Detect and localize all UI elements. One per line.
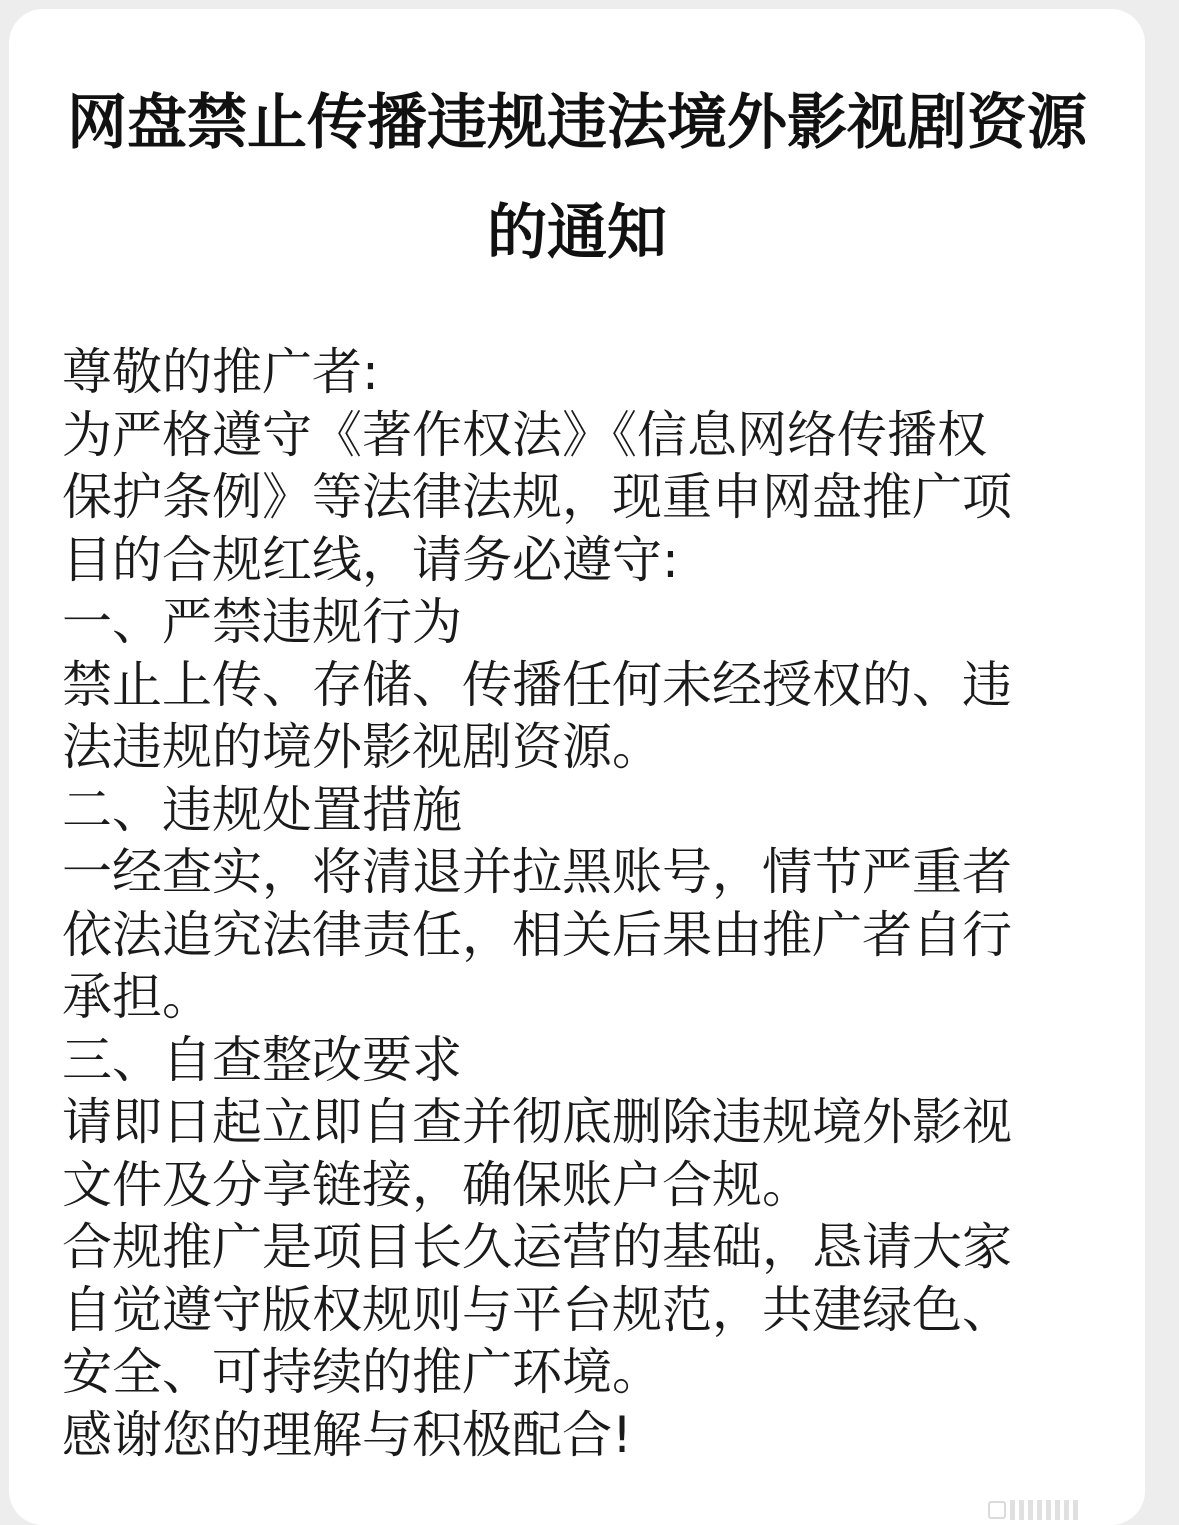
- section-1-text-line-1: 禁止上传、存储、传播任何未经授权的、违: [62, 655, 1012, 714]
- watermark-icon: [988, 1497, 1173, 1523]
- intro-line-3: 目的合规红线，请务必遵守:: [62, 530, 679, 589]
- section-1-heading: 一、严禁违规行为: [62, 593, 462, 651]
- section-3-text-line-2: 文件及分享链接，确保账户合规。: [62, 1155, 812, 1214]
- closing-line-1: 合规推广是项目长久运营的基础，恳请大家: [62, 1218, 1012, 1276]
- greeting: 尊敬的推广者:: [62, 343, 379, 401]
- section-2-text-line-2: 依法追究法律责任，相关后果由推广者自行: [62, 905, 1012, 964]
- section-2-text-line-1: 一经查实，将清退并拉黑账号，情节严重者: [62, 843, 1012, 901]
- section-1-text-line-2: 法违规的境外影视剧资源。: [62, 718, 662, 776]
- thanks-line: 感谢您的理解与积极配合!: [62, 1405, 633, 1464]
- notice-title-line-1: 网盘禁止传播违规违法境外影视剧资源: [67, 88, 1087, 158]
- closing-line-3: 安全、可持续的推广环境。: [62, 1343, 662, 1401]
- closing-line-2: 自觉遵守版权规则与平台规范，共建绿色、: [62, 1280, 1012, 1339]
- section-3-text-line-1: 请即日起立即自查并彻底删除违规境外影视: [62, 1093, 1012, 1151]
- section-2-heading: 二、违规处置措施: [62, 780, 462, 839]
- intro-line-1: 为严格遵守《著作权法》《信息网络传播权: [62, 405, 987, 464]
- notice-body: [62, 341, 1142, 1466]
- notice-title-line-2: 的通知: [487, 198, 667, 268]
- section-2-text-line-3: 承担。: [62, 968, 212, 1026]
- notice-card: [9, 9, 1145, 1525]
- section-3-heading: 三、自查整改要求: [62, 1030, 462, 1089]
- intro-line-2: 保护条例》等法律法规，现重申网盘推广项: [62, 468, 1012, 526]
